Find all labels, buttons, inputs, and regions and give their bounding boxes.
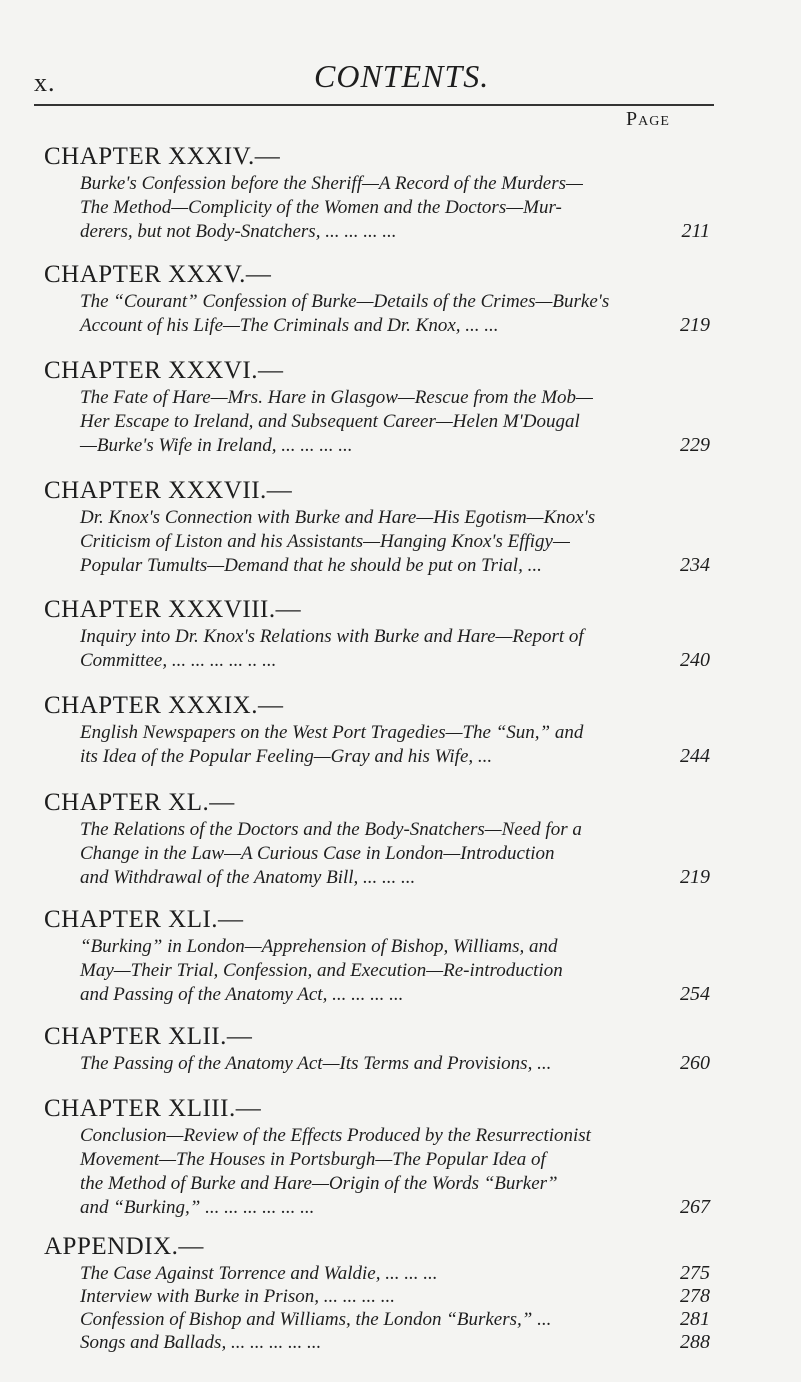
description-line: derers, but not Body-Snatchers, ... ... ... ...	[80, 221, 397, 242]
appendix-item-title: Confession of Bishop and Williams, the London “Burkers,” ...	[80, 1309, 552, 1330]
description-line: and “Burking,” ... ... ... ... ... ...	[80, 1197, 315, 1218]
description-line: Her Escape to Ireland, and Subsequent Career—Helen M'Dougal	[80, 411, 580, 432]
toc-entry	[44, 788, 734, 890]
description-line: Inquiry into Dr. Knox's Relations with Burke and Hare—Report of	[80, 626, 584, 647]
page-column-label: Page	[626, 108, 670, 130]
appendix	[44, 1232, 734, 1354]
appendix-page-number: 278	[680, 1285, 710, 1307]
description-line: Account of his Life—The Criminals and Dr. Knox, ... ...	[80, 315, 499, 336]
description-line: The Method—Complicity of the Women and the Doctors—Mur-	[80, 197, 562, 218]
chapter-description	[80, 818, 660, 890]
toc-entry	[44, 595, 734, 673]
chapter-heading: CHAPTER XXXVIII.—	[44, 596, 302, 623]
description-line: The Passing of the Anatomy Act—Its Terms and Provisions, ...	[80, 1053, 552, 1074]
chapter-heading: CHAPTER XXXV.—	[44, 261, 272, 288]
appendix-page-number: 275	[680, 1262, 710, 1284]
chapter-heading: CHAPTER XXXIX.—	[44, 692, 284, 719]
toc-entry	[44, 905, 734, 1007]
page-number: x.	[34, 68, 56, 97]
description-line: Popular Tumults—Demand that he should be put on Trial, ...	[80, 555, 542, 576]
chapter-page-number: 254	[680, 983, 710, 1005]
running-title: CONTENTS.	[314, 58, 490, 94]
toc-entry	[44, 142, 734, 244]
description-line: May—Their Trial, Confession, and Execution—Re-introduction	[80, 960, 563, 981]
appendix-item-title: Interview with Burke in Prison, ... ... ... ...	[80, 1286, 396, 1307]
chapter-page-number: 211	[681, 220, 710, 242]
description-line: English Newspapers on the West Port Tragedies—The “Sun,” and	[80, 722, 584, 743]
chapter-heading: CHAPTER XXXIV.—	[44, 143, 281, 170]
chapter-heading: CHAPTER XLI.—	[44, 906, 244, 933]
description-line: Committee, ... ... ... ... .. ...	[80, 650, 277, 671]
chapter-heading: CHAPTER XLIII.—	[44, 1095, 262, 1122]
chapter-page-number: 229	[680, 434, 710, 456]
chapter-heading: CHAPTER XXXVI.—	[44, 357, 284, 384]
description-line: Burke's Confession before the Sheriff—A Record of the Murders—	[80, 173, 583, 194]
chapter-description	[80, 625, 660, 673]
description-line: “Burking” in London—Apprehension of Bishop, Williams, and	[80, 936, 558, 957]
appendix-page-number: 288	[680, 1331, 710, 1353]
chapter-heading: CHAPTER XXXVII.—	[44, 477, 293, 504]
description-line: Criticism of Liston and his Assistants—Hanging Knox's Effigy—	[80, 531, 570, 552]
appendix-item-title: Songs and Ballads, ... ... ... ... ...	[80, 1332, 322, 1353]
description-line: The “Courant” Confession of Burke—Details of the Crimes—Burke's	[80, 291, 610, 312]
header-rule	[34, 104, 714, 106]
description-line: —Burke's Wife in Ireland, ... ... ... ...	[80, 435, 353, 456]
chapter-page-number: 234	[680, 554, 710, 576]
chapter-description	[80, 506, 660, 578]
appendix-item-title: The Case Against Torrence and Waldie, ... ... ...	[80, 1263, 438, 1284]
chapter-page-number: 260	[680, 1052, 710, 1074]
chapter-page-number: 219	[680, 314, 710, 336]
toc-entry	[44, 476, 734, 578]
description-line: the Method of Burke and Hare—Origin of the Words “Burker”	[80, 1173, 558, 1194]
chapter-page-number: 240	[680, 649, 710, 671]
description-line: and Passing of the Anatomy Act, ... ... ... ...	[80, 984, 404, 1005]
chapter-description	[80, 386, 660, 458]
chapter-heading: CHAPTER XL.—	[44, 789, 235, 816]
chapter-description	[80, 172, 660, 244]
appendix-item	[80, 1262, 734, 1285]
appendix-item	[80, 1331, 734, 1354]
chapter-page-number: 219	[680, 866, 710, 888]
toc-entry	[44, 1094, 734, 1220]
description-line: Change in the Law—A Curious Case in London—Introduction	[80, 843, 555, 864]
chapter-page-number: 267	[680, 1196, 710, 1218]
toc-entry	[44, 356, 734, 458]
appendix-item	[80, 1308, 734, 1331]
description-line: Movement—The Houses in Portsburgh—The Popular Idea of	[80, 1149, 546, 1170]
toc-entry	[44, 691, 734, 769]
chapter-description	[80, 1124, 660, 1220]
page-header	[34, 58, 724, 106]
chapter-description	[80, 1052, 660, 1076]
description-line: The Relations of the Doctors and the Body-Snatchers—Need for a	[80, 819, 582, 840]
description-line: The Fate of Hare—Mrs. Hare in Glasgow—Rescue from the Mob—	[80, 387, 593, 408]
chapter-description	[80, 290, 660, 338]
appendix-page-number: 281	[680, 1308, 710, 1330]
chapter-description	[80, 935, 660, 1007]
chapter-description	[80, 721, 660, 769]
description-line: its Idea of the Popular Feeling—Gray and his Wife, ...	[80, 746, 493, 767]
chapter-heading: CHAPTER XLII.—	[44, 1023, 253, 1050]
toc-entry	[44, 260, 734, 338]
chapter-page-number: 244	[680, 745, 710, 767]
appendix-heading: APPENDIX.—	[44, 1233, 204, 1260]
appendix-item	[80, 1285, 734, 1308]
description-line: Dr. Knox's Connection with Burke and Hare—His Egotism—Knox's	[80, 507, 596, 528]
description-line: Conclusion—Review of the Effects Produced by the Resurrectionist	[80, 1125, 591, 1146]
description-line: and Withdrawal of the Anatomy Bill, ... ... ...	[80, 867, 416, 888]
toc-entry	[44, 1022, 734, 1076]
